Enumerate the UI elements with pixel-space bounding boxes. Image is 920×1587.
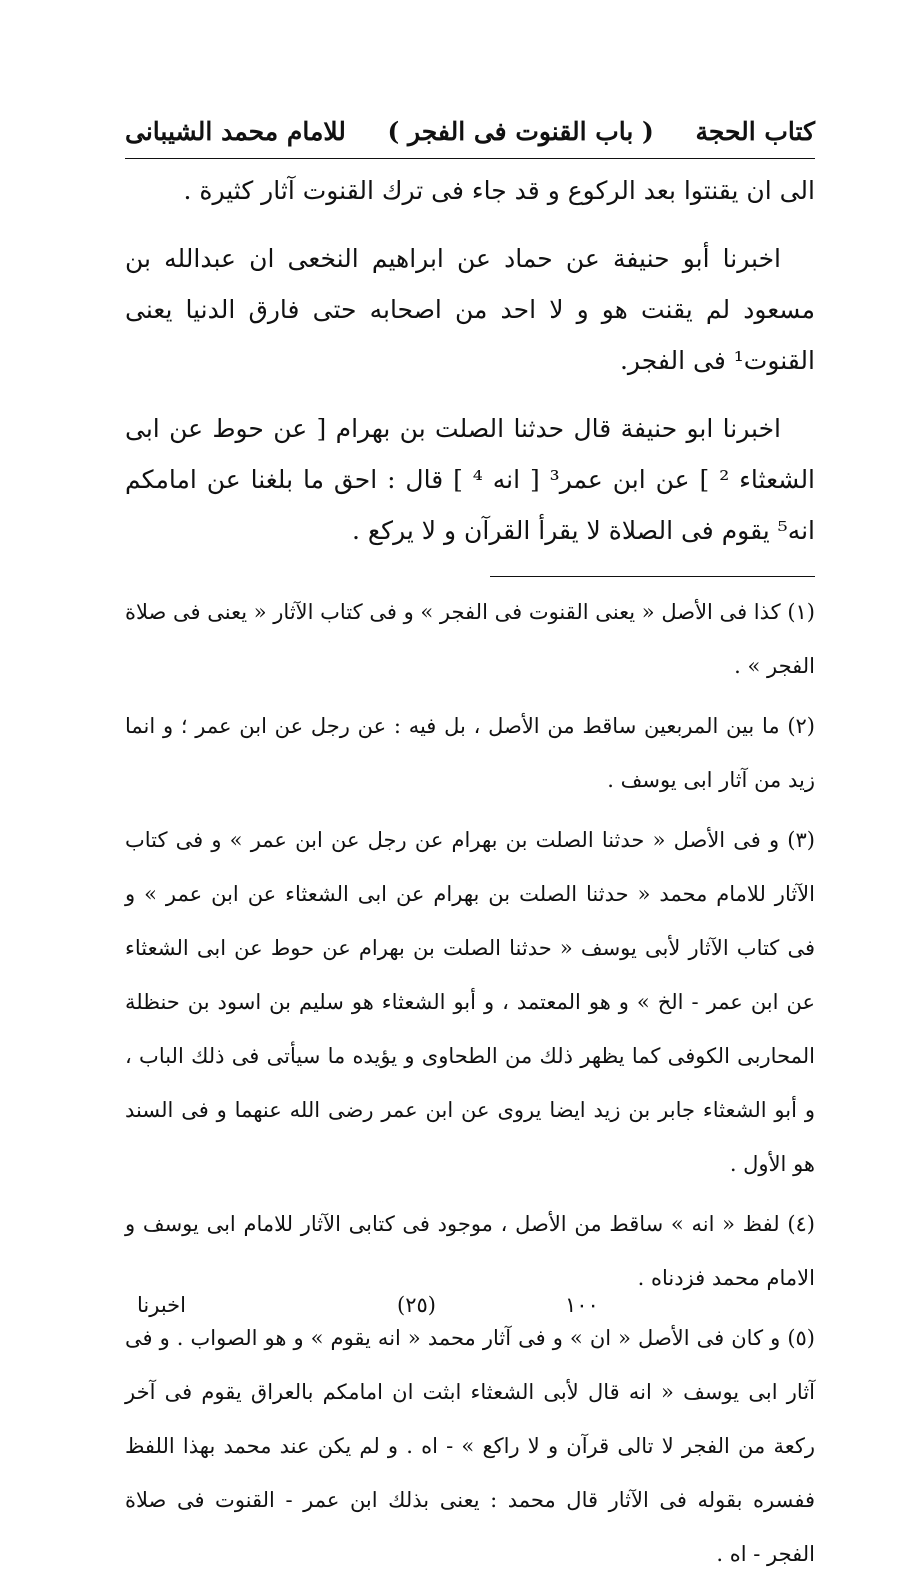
footnote: (٣) و فى الأصل « حدثنا الصلت بن بهرام عن رجل عن ابن عمر » و فى كتاب الآثار للامام محمد « حدثنا الصلت بن بهرام عن ابى الشعثاء عن ابن عمر » و فى كتاب الآثار لأبى يوسف « حدثنا الصلت بن بهرام عن حوط عن ابى الشعثاء عن ابن عمر - الخ » و هو المعتمد ، و أبو الشعثاء هو سليم بن اسود بن حنظلة المحاربى الكوفى كما يظهر ذلك من الطحاوى و يؤيده ما سيأتى فى ذلك الباب ، و أبو الشعثاء جابر بن زيد ايضا يروى عن ابن عمر رضى الله عنهما و فى السند هو الأول . — [125, 828, 815, 1176]
body-paragraph: اخبرنا ابو حنيفة قال حدثنا الصلت بن بهرام [ عن حوط عن ابى الشعثاء ² ] عن ابن عمر³ [ انه ⁴ ] قال : احق ما بلغنا عن امامكم انه⁵ يقوم فى الصلاة لا يقرأ القرآن و لا يركع . — [125, 414, 816, 545]
main-text — [125, 165, 815, 556]
header-rule — [125, 158, 815, 159]
footnote: (٤) لفظ « انه » ساقط من الأصل ، موجود فى كتابى الآثار للامام ابى يوسف و الامام محمد فزدناه . — [125, 1212, 815, 1290]
signature-mark: ١٠٠ — [565, 1293, 599, 1317]
footnote: (٥) و كان فى الأصل « ان » و فى آثار محمد « انه يقوم » و هو الصواب . و فى آثار ابى يوسف « انه قال لأبى الشعثاء ابثت ان امامكم بالعراق يقوم فى آخر ركعة من الفجر لا تالى قرآن و لا راكع » - اه . و لم يكن عند محمد بهذا اللفظ ففسره بقوله فى الآثار قال محمد : يعنى بذلك ابن عمر - القنوت فى صلاة الفجر - اه . — [125, 1326, 815, 1566]
body-paragraph: الى ان يقنتوا بعد الركوع و قد جاء فى ترك القنوت آثار كثيرة . — [183, 176, 815, 205]
body-paragraph: اخبرنا أبو حنيفة عن حماد عن ابراهيم النخعى ان عبدالله بن مسعود لم يقنت هو و لا احد من اصحابه حتى فارق الدنيا يعنى القنوت¹ فى الفجر. — [125, 244, 815, 375]
document-page — [125, 112, 815, 1587]
footnotes — [125, 585, 815, 1581]
page-footer — [125, 1290, 815, 1320]
footnote: (٢) ما بين المربعين ساقط من الأصل ، بل فيه : عن رجل عن ابن عمر ؛ و انما زيد من آثار ابى يوسف . — [125, 714, 815, 792]
chapter-title: ( باب القنوت فى الفجر ) — [387, 117, 654, 146]
running-header — [125, 112, 815, 152]
catchword: اخبرنا — [137, 1293, 186, 1317]
page-number: (٢٥) — [397, 1293, 436, 1317]
footnote-rule — [490, 576, 815, 577]
author-name: للامام محمد الشيبانى — [125, 117, 346, 146]
book-title: كتاب الحجة — [695, 117, 815, 146]
footnote: (١) كذا فى الأصل « يعنى القنوت فى الفجر » و فى كتاب الآثار « يعنى فى صلاة الفجر » . — [125, 600, 815, 678]
